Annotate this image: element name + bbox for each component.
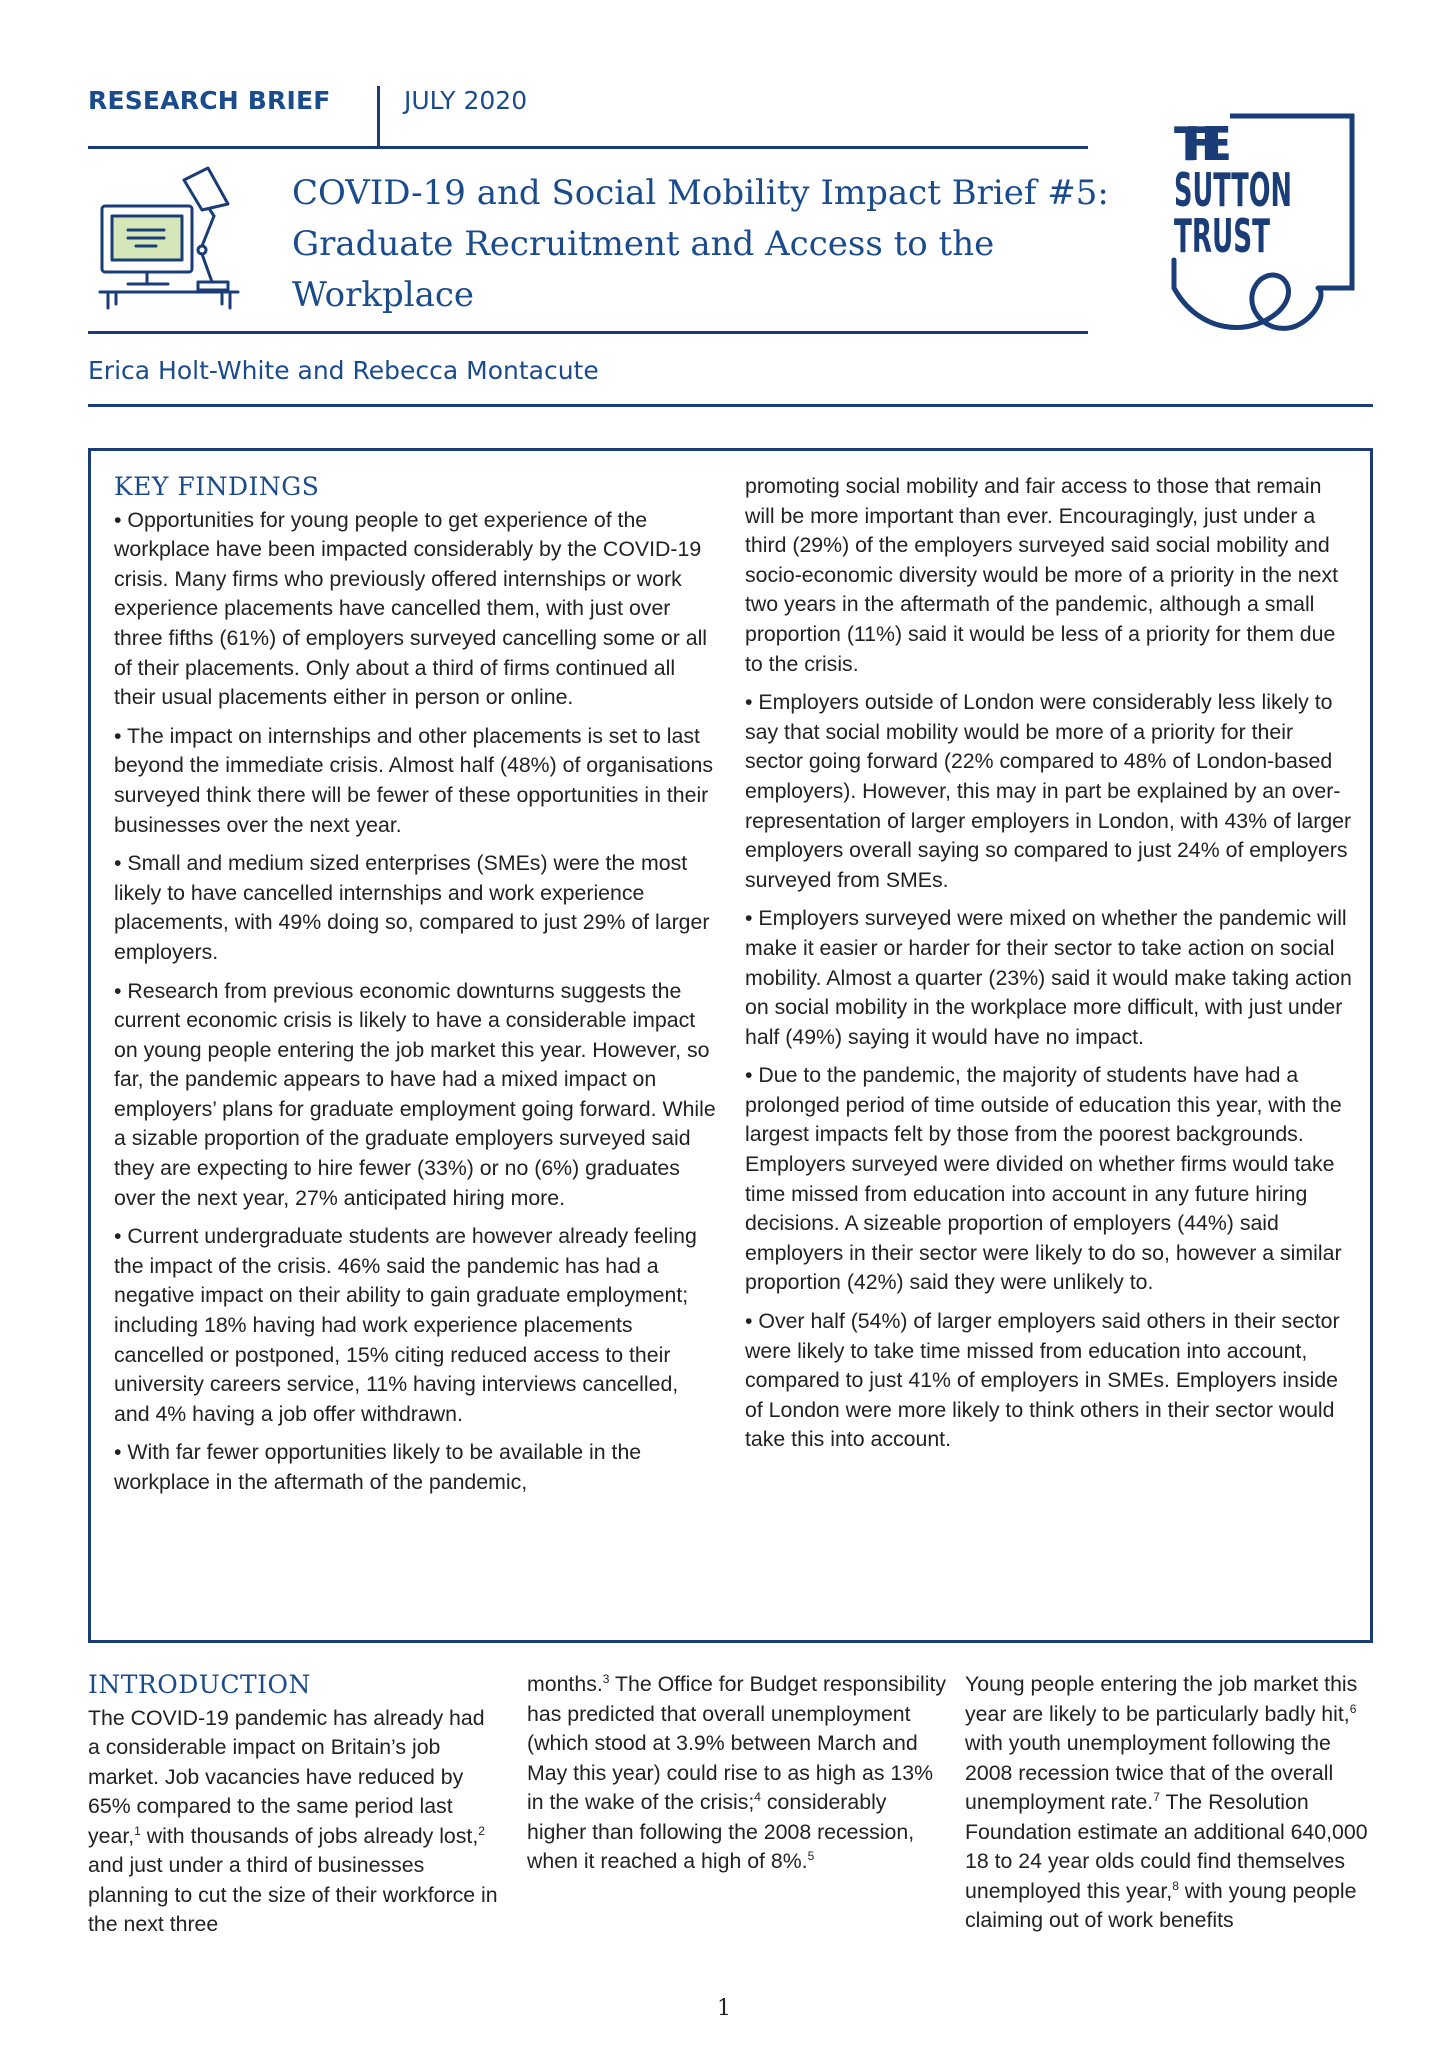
authors: Erica Holt-White and Rebecca Montacute: [88, 356, 599, 385]
key-findings-right-column: [745, 472, 1355, 1464]
title-line-3: Workplace: [292, 275, 475, 315]
footnote-ref[interactable]: 2: [478, 1823, 485, 1838]
footnote-ref[interactable]: 5: [807, 1848, 815, 1863]
finding-paragraph: • Employers surveyed were mixed on whether the pandemic will make it easier or harder for their sector to take action on social mobility. Almost a quarter (23%) said it would make taking action on social mobility in the workplace more difficult, with just under half (49%) saying it would have no impact.: [745, 906, 1352, 1049]
finding-paragraph: • Opportunities for young people to get experience of the workplace have been impacted considerably by the COVID-19 crisis. Many firms who previously offered internships or work experience placements have cancelled them, with just over three fifths (61%) of employers surveyed cancelling some or all of their placements. Only about a third of firms continued all their usual placements either in person or online.: [114, 507, 708, 710]
sutton-trust-logo: [1168, 112, 1358, 352]
introduction-column-3: [965, 1670, 1375, 1945]
finding-paragraph: promoting social mobility and fair access to those that remain will be more important than ever. Encouragingly, just under a third (29%) of the employers surveyed said social mobility and socio-economic diversity would be more of a priority in the next two years in the aftermath of the pandemic, although a small proportion (11%) said it would be less of a priority for them due to the crisis.: [745, 474, 1339, 676]
finding-paragraph: • The impact on internships and other placements is set to last beyond the immediate crisis. Almost half (48%) of organisations surveyed think there will be fewer of these opportunities in their businesses over the next year.: [114, 723, 713, 837]
finding-paragraph: • Due to the pandemic, the majority of students have had a prolonged period of time outside of education this year, with the largest impacts felt by those from the poorest backgrounds. Employers surveyed were divided on whether firms would take time missed from education into account in any future hiring decisions. A sizeable proportion of employers (44%) said employers in their sector were likely to do so, however a similar proportion (42%) said they were unlikely to.: [745, 1063, 1342, 1295]
footnote-ref[interactable]: 4: [754, 1789, 761, 1804]
logo-text-trust: TRUST: [1174, 209, 1271, 263]
introduction-paragraph: Young people entering the job market this year are likely to be particularly badly hit,$^6$ with youth unemployment following the 2008 recession twice that of the overall unemployment rate.$^7$ The Resolution Foundation estimate an additional 640,000 18 to 24 year olds could find themselves unemployed this year,$^8$ with young people claiming out of work benefits: [965, 1672, 1368, 1932]
finding-paragraph: • Current undergraduate students are however already feeling the impact of the crisis. 46% said the pandemic has had a negative impact on their ability to gain graduate employment; including 18% having had work experience placements cancelled or postponed, 15% citing reduced access to their university careers service, 11% having interviews cancelled, and 4% having a job offer withdrawn.: [114, 1224, 697, 1426]
header-divider: [377, 86, 380, 146]
brief-type-label: RESEARCH BRIEF: [88, 86, 331, 115]
publication-date: JULY 2020: [404, 86, 528, 115]
finding-paragraph: • With far fewer opportunities likely to be available in the workplace in the aftermath of the pandemic,: [114, 1440, 642, 1494]
footnote-ref[interactable]: 1: [134, 1823, 141, 1838]
finding-paragraph: • Employers outside of London were considerably less likely to say that social mobility would be more of a priority for their sector going forward (22% compared to 48% of London-based employers). However, this may in part be explained by an over-representation of larger employers in London, with 43% of larger employers overall saying so compared to just 24% of employers surveyed from SMEs.: [745, 690, 1352, 892]
authors-bottom-rule: [88, 404, 1373, 407]
introduction-column-1: [88, 1670, 498, 1949]
desk-computer-icon: [98, 166, 248, 316]
title-line-1: COVID-19 and Social Mobility Impact Brief #5:: [292, 173, 1109, 213]
finding-paragraph: • Research from previous economic downturns suggests the current economic crisis is likely to have a considerable impact on young people entering the job market this year. However, so far, the pandemic appears to have had a mixed impact on employers’ plans for graduate employment going forward. While a sizable proportion of the graduate employers surveyed said they are expecting to hire fewer (33%) or no (6%) graduates over the next year, 27% anticipated hiring more.: [114, 978, 716, 1210]
introduction-paragraph: months.$^3$ The Office for Budget responsibility has predicted that overall unemployment (which stood at 3.9% between March and May this year) could rise to as high as 13% in the wake of the crisis;$^4$ considerably higher than following the 2008 recession, when it reached a high of 8%.$^5$: [527, 1671, 947, 1873]
introduction-heading: INTRODUCTION: [88, 1670, 311, 1699]
finding-paragraph: • Small and medium sized enterprises (SMEs) were the most likely to have cancelled internships and work experience placements, with 49% doing so, compared to just 29% of larger employers.: [114, 851, 710, 964]
key-findings-heading: KEY FINDINGS: [114, 472, 320, 501]
footnote-ref[interactable]: 7: [1153, 1789, 1160, 1804]
finding-paragraph: • Over half (54%) of larger employers said others in their sector were likely to take time missed from education into account, compared to just 41% of employers in SMEs. Employers inside of London were more likely to think others in their sector would take this into account.: [745, 1309, 1340, 1452]
footnote-ref[interactable]: 3: [602, 1671, 610, 1686]
introduction-paragraph: The COVID-19 pandemic has already had a considerable impact on Britain’s job market. Job vacancies have reduced by 65% compared to the same period last year,$^1$ with thousands of jobs already lost,$^2$ and just under a third of businesses planning to cut the size of their workforce in the next three: [88, 1705, 498, 1936]
footnote-ref[interactable]: 6: [1349, 1701, 1357, 1716]
page-title: [292, 168, 1112, 321]
header-top-rule: [88, 146, 1088, 149]
title-line-2: Graduate Recruitment and Access to the: [292, 224, 995, 264]
logo-text-the: THE: [1174, 117, 1232, 171]
page-number: 1: [717, 1996, 731, 2021]
key-findings-left-column: [114, 472, 719, 1507]
logo-text-sutton: SUTTON: [1174, 163, 1292, 217]
footnote-ref[interactable]: 8: [1172, 1878, 1179, 1893]
title-bottom-rule: [88, 331, 1088, 334]
introduction-column-2: [527, 1670, 947, 1886]
